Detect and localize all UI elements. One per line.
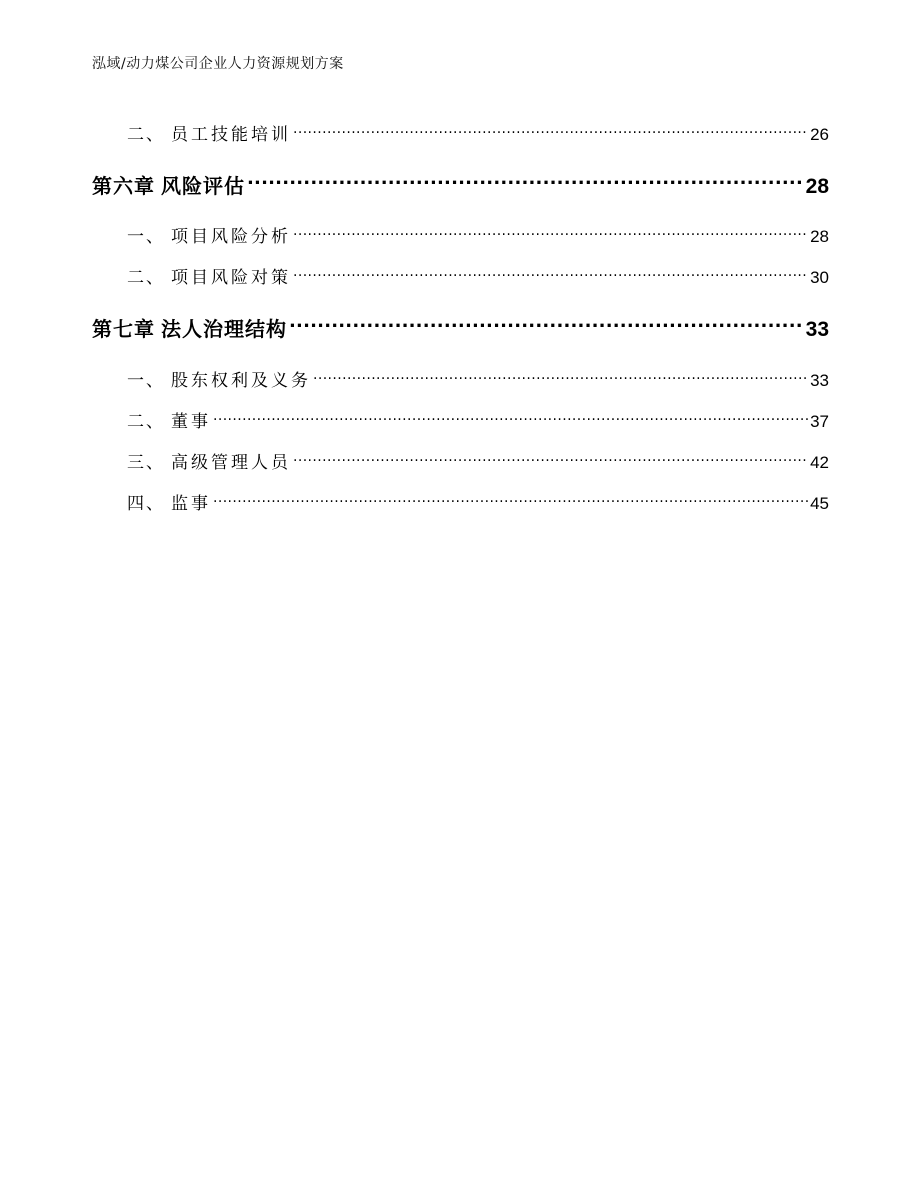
toc-dot-leader <box>293 450 808 476</box>
toc-entry-risk-countermeasures[interactable] <box>127 265 829 291</box>
toc-chapter-title: 风险评估 <box>161 174 245 198</box>
toc-entry-title: 高级管理人员 <box>171 453 291 473</box>
toc-dot-leader <box>293 265 808 291</box>
page-header: 泓域/动力煤公司企业人力资源规划方案 <box>92 56 344 72</box>
toc-entry-page: 42 <box>810 453 829 472</box>
toc-entry-title: 员工技能培训 <box>171 125 291 145</box>
toc-entry-page: 28 <box>810 227 829 246</box>
toc-entry-number: 四、 <box>127 494 165 514</box>
toc-entry-shareholder-rights[interactable] <box>127 368 829 394</box>
toc-dot-leader <box>247 171 804 201</box>
toc-chapter-title: 法人治理结构 <box>161 317 287 341</box>
toc-entry-title: 监事 <box>171 494 211 514</box>
toc-entry-number: 三、 <box>127 453 165 473</box>
toc-dot-leader <box>289 314 804 344</box>
toc-dot-leader <box>293 122 808 148</box>
toc-chapter-six[interactable] <box>92 171 829 201</box>
toc-entry-supervisors[interactable] <box>127 491 829 517</box>
toc-dot-leader <box>293 224 808 250</box>
toc-chapter-page: 33 <box>805 318 829 341</box>
toc-entry-page: 33 <box>810 371 829 390</box>
toc-entry-senior-management[interactable] <box>127 450 829 476</box>
toc-entry-number: 二、 <box>127 268 165 288</box>
toc-entry-risk-analysis[interactable] <box>127 224 829 250</box>
toc-entry-employee-training[interactable] <box>127 122 829 148</box>
toc-dot-leader <box>213 409 808 435</box>
toc-entry-number: 二、 <box>127 125 165 145</box>
toc-entry-number: 一、 <box>127 371 165 391</box>
toc-dot-leader <box>213 491 808 517</box>
toc-chapter-seven[interactable] <box>92 314 829 344</box>
toc-entry-number: 一、 <box>127 227 165 247</box>
toc-entry-page: 26 <box>810 125 829 144</box>
toc-entry-page: 30 <box>810 268 829 287</box>
toc-entry-directors[interactable] <box>127 409 829 435</box>
toc-entry-title: 项目风险对策 <box>171 268 291 288</box>
toc-entry-page: 37 <box>810 412 829 431</box>
toc-entry-number: 二、 <box>127 412 165 432</box>
toc-chapter-page: 28 <box>805 175 829 198</box>
toc-entry-title: 股东权利及义务 <box>171 371 311 391</box>
toc-entry-page: 45 <box>810 494 829 513</box>
toc-chapter-number: 第六章 <box>92 174 155 198</box>
toc-dot-leader <box>313 368 808 394</box>
toc-entry-title: 董事 <box>171 412 211 432</box>
toc-chapter-number: 第七章 <box>92 317 155 341</box>
toc-entry-title: 项目风险分析 <box>171 227 291 247</box>
